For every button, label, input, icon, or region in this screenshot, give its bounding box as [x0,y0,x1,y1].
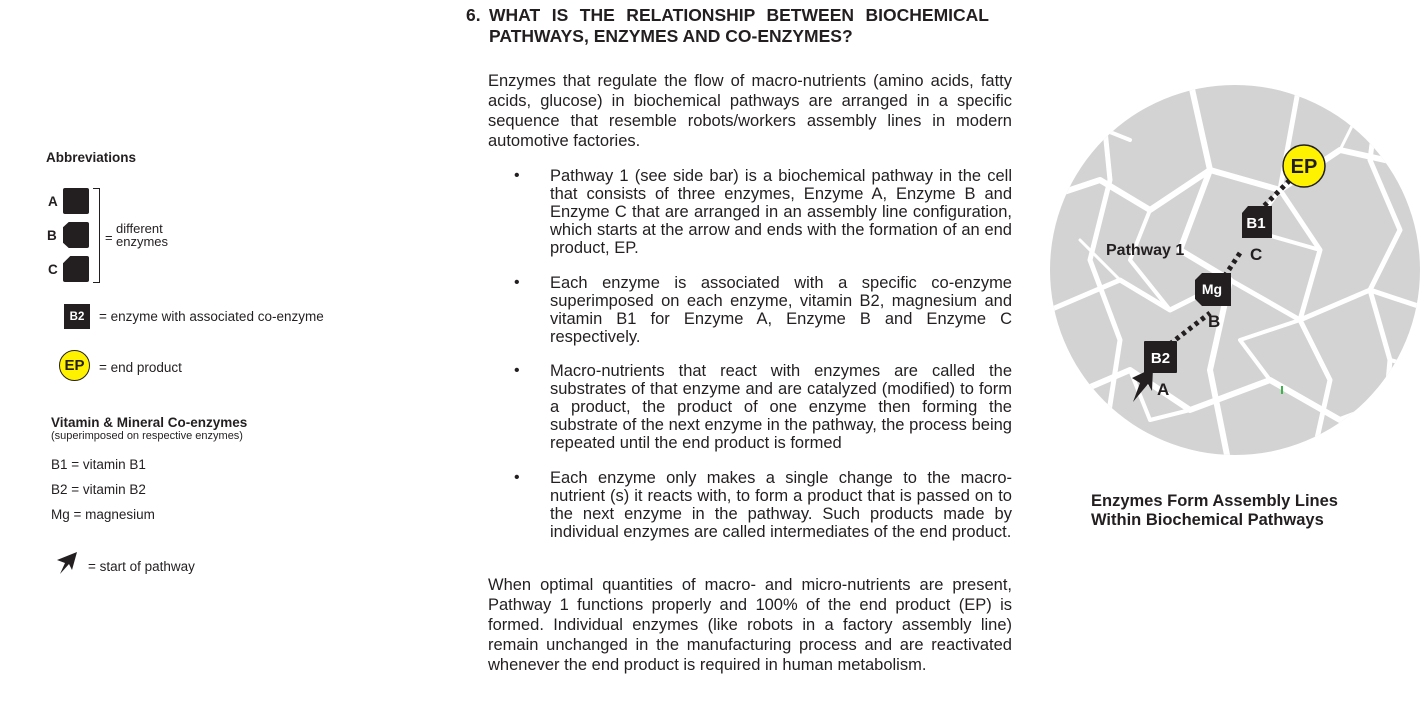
page-title [489,5,989,47]
enzyme-c-shape [63,256,89,282]
bullet-item: Macro-nutrients that react with enzymes are called the substrates of that enzyme and are catalyzed (modified) to form a product, the product of one enzyme then forming the substrate of the next enzyme in the pathway, the process being repeated until the end product is formed [550,362,1012,452]
different-equals: = [105,230,113,245]
fig-label-b: B [1208,312,1221,331]
different-enzymes-label [116,222,168,248]
enzyme-letter-c: C [48,262,58,277]
fig-label-c: C [1250,245,1263,264]
question-line1: WHAT IS THE RELATIONSHIP BETWEEN BIOCHEMICAL [489,5,989,25]
fig-coenzyme-mg: Mg [1201,281,1223,297]
enzyme-letter-b: B [47,228,57,243]
intro-paragraph: Enzymes that regulate the flow of macro-nutrients (amino acids, fatty acids, glucose) in biochemical pathways are arranged in a specific sequence that resemble robots/workers assembly lines in modern automotive factories. [488,72,1012,150]
question-number: 6. [466,5,481,25]
question-line2: PATHWAYS, ENZYMES AND CO-ENZYMES? [489,26,853,46]
end-product-badge: EP [59,350,90,381]
pathway-diagram [1040,80,1427,470]
bullet-marker: • [514,274,520,291]
figure-caption [1091,492,1411,530]
caption-line2: Within Biochemical Pathways [1091,511,1324,529]
bullet-marker: • [514,167,520,184]
vitamin-subtitle: (superimposed on respective enzymes) [51,430,243,442]
coenzyme-legend-text: = enzyme with associated co-enzyme [99,309,324,324]
bullet-marker: • [514,362,520,379]
end-product-legend-text: = end product [99,360,182,375]
vitamin-title: Vitamin & Mineral Co-enzymes [51,415,248,430]
enzymes-bracket [93,188,100,283]
start-arrow-icon [54,550,80,576]
fig-coenzyme-b1: B1 [1246,215,1266,232]
bullet-item: Each enzyme is associated with a specific co-enzyme superimposed on each enzyme, vitamin B2, magnesium and vitamin B1 for Enzyme A, Enzyme B and Enzyme C respectively. [550,274,1012,346]
caption-line1: Enzymes Form Assembly Lines [1091,492,1338,510]
coenzyme-badge: B2 [64,304,90,329]
fig-end-product: EP [1290,156,1318,178]
abbreviations-title: Abbreviations [46,150,137,165]
enzyme-b-shape [63,222,89,248]
different-line1: different [116,221,163,236]
vitamin-item: Mg = magnesium [51,507,155,522]
bullet-marker: • [514,469,520,486]
vitamin-item: B2 = vitamin B2 [51,482,146,497]
enzyme-a-shape [63,188,89,214]
fig-label-a: A [1157,380,1170,399]
outro-paragraph: When optimal quantities of macro- and micro-nutrients are present, Pathway 1 functions properly and 100% of the end product (EP) is formed. Individual enzymes (like robots in a factory assembly line) remain unchanged in the manufacturing process and are reactivated whenever the end product is required in human metabolism. [488,576,1012,674]
different-line2: enzymes [116,234,169,249]
bullet-item: Each enzyme only makes a single change to the macro-nutrient (s) it reacts with, to form a product that is passed on to the next enzyme in the pathway. Such products made by individual enzymes are called intermediates of the end product. [550,469,1012,541]
bullet-item: Pathway 1 (see side bar) is a biochemical pathway in the cell that consists of three enzymes, Enzyme A, Enzyme B and Enzyme C that are arranged in an assembly line configuration, which starts at the arrow and ends with the formation of an end product, EP. [550,167,1012,257]
fig-coenzyme-b2: B2 [1150,350,1171,367]
vitamin-item: B1 = vitamin B1 [51,457,146,472]
start-legend-text: = start of pathway [88,559,195,574]
fig-pathway-label: Pathway 1 [1106,242,1185,259]
enzyme-letter-a: A [48,194,58,209]
